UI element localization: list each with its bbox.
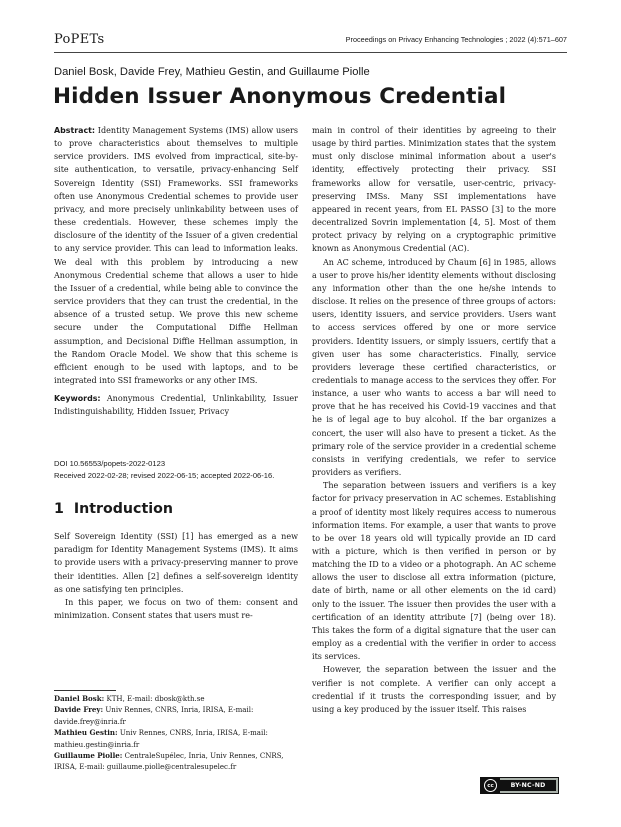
license-label: BY-NC-ND — [500, 780, 556, 791]
section-number: 1 — [54, 501, 64, 517]
section-heading — [54, 501, 173, 517]
abstract-text: Identity Management Systems (IMS) allow users to prove characteristics about themselves to multiple service providers. IMS evolved from impractical, site-by-site authentication, to versatile, privacy-enhancing Self Sovereign Identity (SSI) Frameworks. SSI frameworks often use Anonymous Credential schemes to provide user privacy, and more precisely unlinkability between uses of these credentials. However, these schemes imply the disclosure of the identity of the Issuer of a given credential to any service provider. This can lead to information leaks. We deal with this problem by introducing a new Anonymous Credential scheme that allows a user to hide the Issuer of a credential, while being able to convince the service providers that they can trust the credential, in the absence of a trusted setup. We prove this new scheme secure under the Computational Diffie Hellman assumption, and Decisional Diffie Hellman assumption, in the Random Oracle Model. We show that this scheme is efficient enough to be used with laptops, and to be integrated into SSI frameworks or any other IMS. — [54, 126, 298, 385]
doi-link[interactable]: DOI 10.56553/popets-2022-0123 — [54, 459, 166, 468]
footnote-rule — [54, 690, 116, 691]
running-header — [54, 30, 567, 53]
paragraph: In this paper, we focus on two of them: consent and minimization. Consent states that users must re- — [54, 598, 298, 621]
author-list: Daniel Bosk, Davide Frey, Mathieu Gestin, and Guillaume Piolle — [54, 66, 370, 78]
paragraph: main in control of their identities by agreeing to their usage by third parties. Minimization states that the system must only disclose minimal information about a user's identity, effectively protecting their privacy. SSI frameworks allow for versatile, user-centric, privacy-preserving IMSs. Many SSI implementations have appeared in recent years, from EL PASSO [3] to the more decentralized Sovrin implementation [4, 5]. Most of them protect privacy by relying on a cryptographic primitive known as Anonymous Credential (AC). — [312, 126, 556, 254]
journal-name: PoPETs — [54, 32, 105, 47]
paragraph: However, the separation between the issuer and the verifier is not complete. A verifier can only accept a credential if it trusts the corresponding issuer, and by using a key produced by the issuer itself. This raises — [312, 665, 556, 714]
affiliation-item: Guillaume Piolle: CentraleSupélec, Inria, Univ Rennes, CNRS, IRISA, E-mail: guillaume.piolle@centralesupelec.fr — [54, 751, 284, 772]
keywords-label: Keywords: — [54, 394, 101, 404]
paragraph: An AC scheme, introduced by Chaum [6] in 1985, allows a user to prove his/her identity elements without disclosing any information other than the one he/she intends to disclose. It relies on the presence of three groups of actors: users, identity issuers, and service providers. Users want to access services offered by one or more service providers. Identity issuers, or simply issuers, certify that a given user has some characteristics. Finally, service providers leverage these certified characteristics, or credentials to manage access to the services they offer. For instance, a user who wants to access a bar will need to prove that he has received his Covid-19 vaccines and that he is of legal age to buy alcohol. If the bar organizes a concert, the user will also have to present a ticket. As the primary role of the service provider in a credential scheme consists in verifying credentials, we refer to service providers as verifiers. — [312, 257, 556, 478]
affiliation-item: Daniel Bosk: KTH, E-mail: dbosk@kth.se — [54, 694, 205, 703]
publication-info — [54, 458, 274, 482]
paragraph: Self Sovereign Identity (SSI) [1] has emerged as a new paradigm for Identity Management Systems (IMS). It aims to provide users with a privacy-preserving manner to prove their identities. Allen [2] defines a self-sovereign identity as one satisfying ten principles. — [54, 532, 298, 594]
affiliation-item: Mathieu Gestin: Univ Rennes, CNRS, Inria, IRISA, E-mail: mathieu.gestin@inria.fr — [54, 728, 268, 749]
cc-icon: cc — [484, 779, 497, 792]
abstract-label: Abstract: — [54, 126, 96, 135]
author-affiliations — [54, 693, 298, 773]
cc-license-badge[interactable] — [480, 777, 559, 794]
right-column-text — [312, 124, 556, 716]
paper-title: Hidden Issuer Anonymous Credential — [53, 84, 507, 109]
section-title: Introduction — [73, 501, 173, 517]
paragraph: The separation between issuers and verifiers is a key factor for privacy preservation in AC schemes. Establishing a proof of identity most likely requires access to numerous information items. For example, a user that wants to prove to be over 18 years old will typically provide an ID card with a picture, which is then verified in person or by matching the ID to a video or a photograph. An AC scheme allows the user to disclose all extra information (picture, date of birth, name or all other elements on the id card) only to the issuer. The issuer then provides the user with a certification of an identity attribute [7] (being over 18). This takes the form of a digital signature that the user can employ as a credential with the verifier in order to access its services. — [312, 481, 556, 662]
keywords-text: Anonymous Credential, Unlinkability, Issuer Indistinguishability, Hidden Issuer, Privacy — [54, 394, 298, 417]
affiliation-item: Davide Frey: Univ Rennes, CNRS, Inria, IRISA, E-mail: davide.frey@inria.fr — [54, 705, 254, 726]
proceedings-citation: Proceedings on Privacy Enhancing Technologies ; 2022 (4):571–607 — [345, 35, 567, 44]
abstract-block — [54, 124, 298, 418]
intro-text — [54, 530, 298, 622]
received-dates: Received 2022-02-28; revised 2022-06-15; accepted 2022-06-16. — [54, 471, 275, 480]
